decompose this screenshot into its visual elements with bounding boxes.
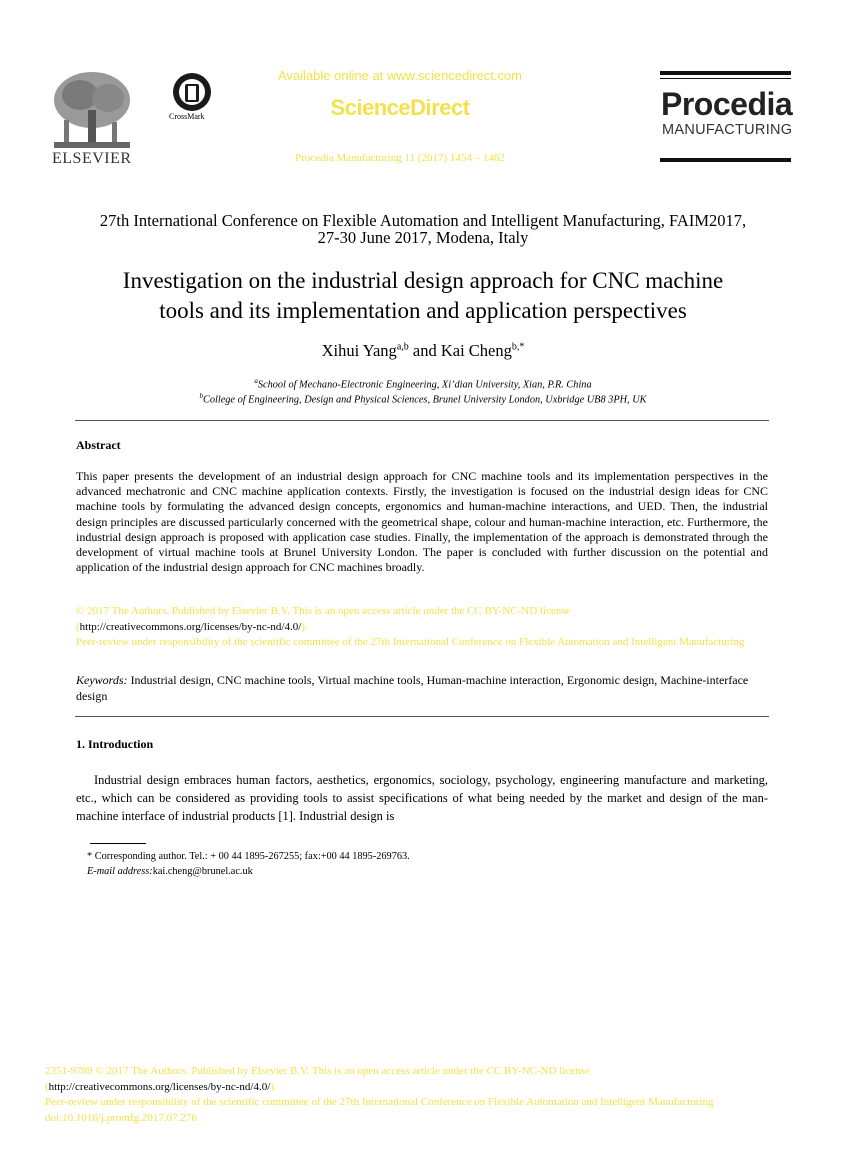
bottom-peer-review: Peer-review under responsibility of the scientific committee of the 27th International Conference on Flexible Automation and Intelligent Manufacturing bbox=[45, 1096, 714, 1108]
procedia-thin-rule bbox=[660, 78, 791, 79]
conference-line-2: 27-30 June 2017, Modena, Italy bbox=[317, 228, 529, 247]
keywords bbox=[76, 673, 768, 704]
keywords-label: Keywords: bbox=[76, 673, 128, 687]
crossmark-label: CrossMark bbox=[169, 112, 205, 121]
email-note bbox=[87, 866, 253, 877]
paren: ). bbox=[270, 1080, 277, 1093]
keywords-text: Industrial design, CNC machine tools, Virtual machine tools, Human-machine interaction, Ergonomic design, Machine-interface design bbox=[76, 673, 749, 703]
conference-line-1: 27th International Conference on Flexible Automation and Intelligent Manufacturing, FAIM2017, bbox=[99, 211, 747, 230]
bottom-license-url-link[interactable]: http://creativecommons.org/licenses/by-nc-nd/4.0/ bbox=[48, 1080, 271, 1093]
divider bbox=[75, 716, 769, 717]
affiliation-b bbox=[60, 392, 786, 405]
issn-license-line: 2351-9789 © 2017 The Authors. Published by Elsevier B.V. This is an open access article under the CC BY-NC-ND license bbox=[45, 1065, 590, 1077]
title-line-1: Investigation on the industrial design approach for CNC machine bbox=[122, 268, 724, 293]
paper-title bbox=[60, 266, 786, 326]
license-notice bbox=[76, 604, 768, 651]
affiliation-sup: b bbox=[199, 392, 203, 400]
procedia-bottom-rule bbox=[660, 158, 791, 162]
section-heading: 1. Introduction bbox=[76, 737, 154, 751]
crossmark-icon[interactable] bbox=[172, 72, 212, 112]
sciencedirect-logo[interactable]: ScienceDirect bbox=[330, 95, 470, 120]
procedia-journal-title: Procedia bbox=[661, 86, 793, 122]
email-link[interactable]: kai.cheng@brunel.ac.uk bbox=[152, 866, 253, 877]
license-url-link[interactable]: http://creativecommons.org/licenses/by-nc-nd/4.0/ bbox=[79, 620, 302, 633]
bottom-license bbox=[45, 1064, 805, 1126]
author-sup: a,b bbox=[396, 341, 409, 353]
paren: ( bbox=[45, 1080, 49, 1093]
doi-link[interactable]: doi:10.1016/j.promfg.2017.07.276 bbox=[45, 1111, 197, 1124]
footnote-rule bbox=[90, 843, 146, 844]
author-conjunction: and bbox=[412, 341, 437, 360]
email-label: E-mail address: bbox=[87, 866, 153, 877]
license-line: © 2017 The Authors. Published by Elsevier B.V. This is an open access article under the CC BY-NC-ND license bbox=[76, 605, 571, 617]
affiliation-text: College of Engineering, Design and Physical Sciences, Brunel University London, Uxbridge UB8 3PH, UK bbox=[202, 394, 647, 406]
procedia-journal-subtitle: MANUFACTURING bbox=[662, 122, 793, 138]
divider bbox=[75, 420, 769, 421]
title-line-2: tools and its implementation and application perspectives bbox=[159, 298, 687, 323]
elsevier-tree-logo-icon bbox=[50, 70, 134, 152]
author-name: Kai Cheng bbox=[440, 341, 512, 360]
corresponding-author-note: * Corresponding author. Tel.: + 00 44 1895-267255; fax:+00 44 1895-269763. bbox=[87, 851, 410, 862]
author-list bbox=[60, 341, 786, 361]
abstract-heading: Abstract bbox=[76, 438, 121, 452]
affiliation-text: School of Mechano-Electronic Engineering, Xi’dian University, Xian, P.R. China bbox=[257, 379, 592, 391]
elsevier-wordmark: ELSEVIER bbox=[52, 150, 132, 167]
journal-reference: Procedia Manufacturing 11 (2017) 1454 – 1462 bbox=[295, 152, 505, 164]
paren: ). bbox=[301, 620, 308, 633]
conference-info bbox=[60, 212, 786, 246]
paren: ( bbox=[76, 620, 80, 633]
affiliation-sup: a bbox=[254, 377, 258, 385]
introduction-body: Industrial design embraces human factors, aesthetics, ergonomics, sociology, psychology, engineering manufacture and marketing, etc., which can be considered as providing tools to assist specifications of what being needed by the market and design of the man-machine interface of industrial products [1]. Industrial design is bbox=[76, 773, 768, 823]
author-name: Xihui Yang bbox=[321, 341, 397, 360]
peer-review-notice: Peer-review under responsibility of the scientific committee of the 27th International Conference on Flexible Automation and Intelligent Manufacturing bbox=[76, 636, 745, 648]
procedia-top-rule bbox=[660, 71, 791, 75]
author-sup: b,* bbox=[511, 341, 525, 353]
abstract-body: This paper presents the development of an industrial design approach for CNC machine tools and its implementation perspectives in the advanced mechatronic and CNC machine application contexts. Firstly, the investigation is focused on the industrial design ideas for CNC machine tools by formulating the advanced design concepts, ergonomics and human-machine interactions, and UED. Then, the industrial design principles are discussed particularly concerned with the geometrical shape, colour and human-machine interaction, etc. Furthermore, the industrial design approach is proposed with application case studies. Finally, the implementation of the approach is demonstrated through the development of virtual machine tools at Brunel University London. The paper is concluded with further discussion on the potential and application of the industrial design approach for CNC machines broadly. bbox=[76, 469, 768, 575]
affiliation-a bbox=[60, 377, 786, 390]
available-online-link[interactable]: Available online at www.sciencedirect.com bbox=[278, 68, 522, 83]
